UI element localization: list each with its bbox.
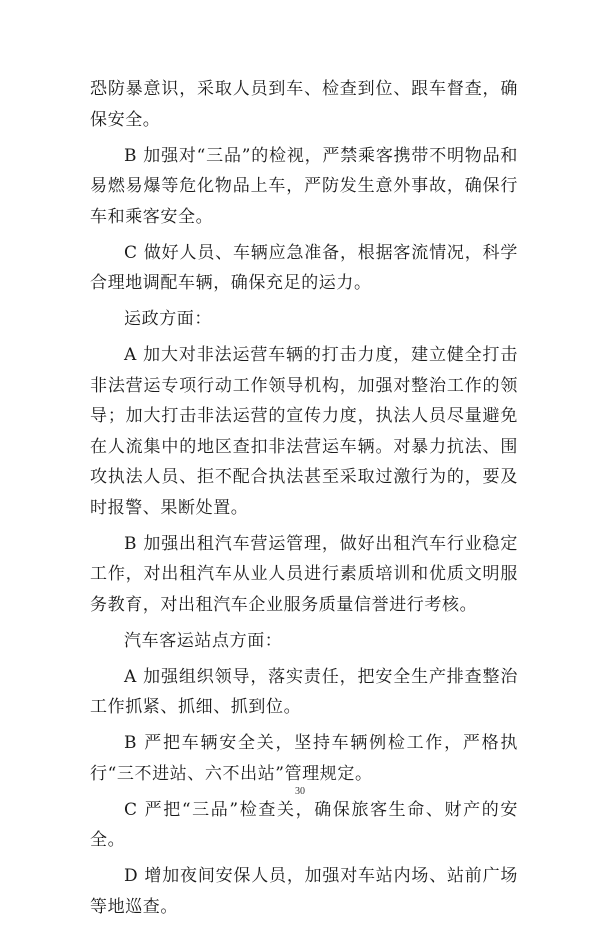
paragraph-8: A 加强组织领导，落实责任，把安全生产排查整治工作抓紧、抓细、抓到位。 bbox=[90, 666, 518, 717]
paragraph-11: D 增加夜间安保人员，加强对车站内场、站前广场等地巡查。 bbox=[90, 866, 518, 917]
section-heading-bus-stations: 汽车客运站点方面： bbox=[124, 630, 283, 651]
paragraph-9: B 严把车辆安全关，坚持车辆例检工作，严格执行“三不进站、六不出站”管理规定。 bbox=[90, 733, 518, 784]
paragraph-1: 恐防暴意识，采取人员到车、检查到位、跟车督查，确保安全。 bbox=[90, 79, 518, 130]
paragraph-6: B 加强出租汽车营运管理，做好出租汽车行业稳定工作，对出租汽车从业人员进行素质培训和优质文明服务教育，对出租汽车企业服务质量信誉进行考核。 bbox=[90, 533, 518, 615]
section-heading-transport-admin: 运政方面： bbox=[124, 309, 212, 329]
paragraph-10: C 严把“三品”检查关，确保旅客生命、财产的安全。 bbox=[90, 799, 518, 850]
paragraph-2: B 加强对“三品”的检视，严禁乘客携带不明物品和易燃易爆等危化物品上车，严防发生意外事故，确保行车和乘客安全。 bbox=[90, 145, 518, 227]
page-number: 30 bbox=[295, 786, 305, 797]
paragraph-5: A 加大对非法运营车辆的打击力度，建立健全打击非法营运专项行动工作领导机构，加强对整治工作的领导；加大打击非法运营的宣传力度，执法人员尽量避免在人流集中的地区查扣非法营运车辆。对暴力抗法、围攻执法人员、拒不配合执法甚至采取过激行为的，要及时报警、果断处置。 bbox=[90, 345, 518, 518]
paragraph-3: C 做好人员、车辆应急准备，根据客流情况，科学合理地调配车辆，确保充足的运力。 bbox=[90, 242, 518, 293]
document-body bbox=[90, 74, 518, 928]
